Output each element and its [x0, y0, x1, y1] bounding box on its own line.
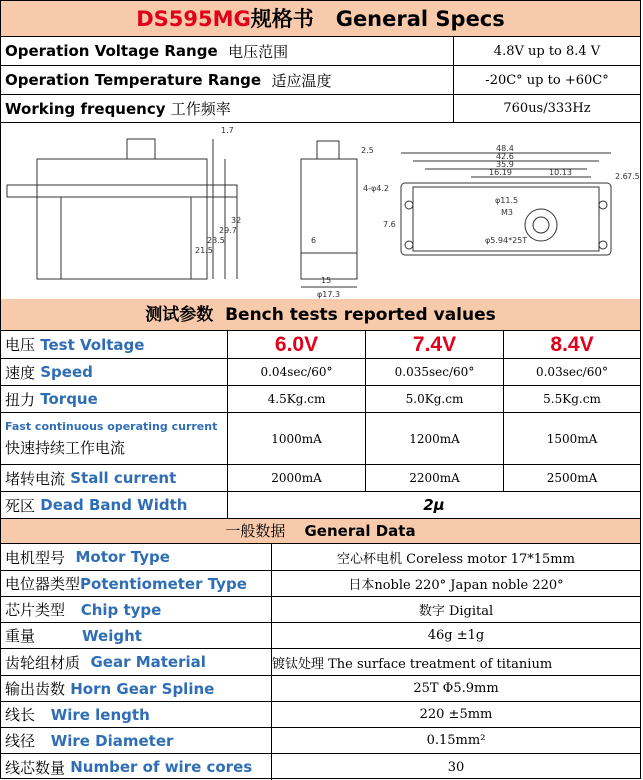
- torque-value: 5.5Kg.cm: [503, 386, 640, 412]
- side-spline: [127, 139, 155, 159]
- spec-row-frequency: [1, 95, 640, 123]
- speed-value: 0.03sec/60°: [503, 359, 640, 385]
- dim-text: 7.5: [627, 172, 640, 181]
- row-cn: 线径: [5, 732, 36, 750]
- bench-row-stall: [1, 465, 640, 492]
- dim-text: 6: [311, 236, 317, 245]
- label-en: Working frequency: [5, 99, 166, 118]
- stall-value: 2200mA: [365, 465, 503, 491]
- voltage-7v4: 7.4V: [365, 331, 503, 358]
- row-cn: 死区: [5, 496, 36, 515]
- dimension-drawing: [1, 123, 640, 300]
- dim-text: M3: [501, 208, 513, 217]
- bench-row-current: [1, 413, 640, 465]
- row-en: Torque: [40, 390, 98, 408]
- general-header-en: General Data: [304, 522, 416, 540]
- dim-text: 35.9: [496, 160, 514, 169]
- general-row: [1, 597, 640, 623]
- label-en: Operation Voltage Range: [5, 42, 218, 60]
- title-cn: 规格书: [250, 7, 314, 31]
- general-row: [1, 623, 640, 649]
- row-en: Wire length: [50, 705, 150, 724]
- row-en: Horn Gear Spline: [70, 679, 215, 698]
- dim-text: 48.4: [496, 144, 514, 153]
- row-en: Number of wire cores: [70, 758, 253, 776]
- servo-drawing-svg: [1, 123, 642, 299]
- torque-value: 4.5Kg.cm: [227, 386, 365, 412]
- row-en: Weight: [82, 626, 142, 645]
- dim-text: 4-φ4.2: [363, 184, 389, 193]
- row-cn: 线芯数量: [5, 758, 66, 777]
- voltage-value: 4.8V up to 8.4 V: [453, 37, 640, 65]
- row-cn: 输出齿数: [5, 680, 66, 698]
- dim-text: 16.19: [489, 168, 512, 177]
- row-en: Potentiometer Type: [80, 574, 247, 593]
- dim-text: 21.5: [195, 246, 213, 255]
- stall-value: 2500mA: [503, 465, 640, 491]
- dim-text: φ5.94*25T: [485, 236, 528, 245]
- general-value: 镀钛处理 The surface treatment of titanium: [271, 649, 640, 675]
- dim-text: 42.6: [496, 152, 514, 161]
- title-en: General Specs: [335, 7, 505, 31]
- model-name: DS595MG: [136, 7, 251, 31]
- row-cn: 扭力: [5, 390, 36, 409]
- bench-row-deadband: [1, 492, 640, 519]
- dim-text: 7.6: [383, 220, 396, 229]
- bench-header-cn: 测试参数: [145, 305, 214, 325]
- dim-text: 29.7: [219, 226, 237, 235]
- dim-text: 2.6: [615, 172, 628, 181]
- stall-value: 2000mA: [227, 465, 365, 491]
- bench-header-en: Bench tests reported values: [225, 305, 496, 325]
- voltage-6v: 6.0V: [227, 331, 365, 358]
- dim-text: 1.7: [221, 126, 234, 135]
- torque-value: 5.0Kg.cm: [365, 386, 503, 412]
- row-cn: 线长: [5, 706, 36, 724]
- general-row: [1, 544, 640, 571]
- row-en: Speed: [40, 363, 93, 381]
- dim-text: 10.13: [549, 168, 572, 177]
- row-en: Gear Material: [90, 653, 206, 671]
- bench-row-speed: [1, 359, 640, 386]
- bench-row-voltage: [1, 331, 640, 359]
- spec-row-temperature: [1, 66, 640, 95]
- deadband-value: 2μ: [227, 492, 640, 518]
- general-value: 220 ±5mm: [271, 702, 640, 727]
- current-value: 1000mA: [227, 413, 365, 464]
- voltage-8v4: 8.4V: [503, 331, 640, 358]
- dim-text: 15: [321, 276, 332, 285]
- dim-text: 23.5: [207, 236, 225, 245]
- dim-text: φ17.3: [317, 290, 341, 299]
- row-cn: 堵转电流: [5, 469, 66, 488]
- row-cn: 重量: [5, 627, 36, 645]
- dim-text: 2.5: [361, 146, 374, 155]
- row-cn: 速度: [5, 363, 36, 382]
- general-value: 25T Φ5.9mm: [271, 676, 640, 701]
- general-value: 0.15mm²: [271, 728, 640, 753]
- row-en: Wire Diameter: [50, 731, 174, 750]
- title-band: [1, 1, 640, 37]
- speed-value: 0.035sec/60°: [365, 359, 503, 385]
- label-cn: 工作频率: [170, 100, 231, 118]
- front-spline: [317, 141, 339, 159]
- current-value: 1200mA: [365, 413, 503, 464]
- temperature-value: -20C° up to +60C°: [453, 66, 640, 94]
- row-cn: 齿轮组材质: [5, 653, 81, 672]
- row-cn: 电机型号: [5, 548, 66, 567]
- general-row: [1, 754, 640, 780]
- row-en: Dead Band Width: [40, 496, 188, 514]
- general-row: [1, 702, 640, 728]
- row-en: Stall current: [70, 469, 177, 487]
- label-en: Operation Temperature Range: [5, 71, 262, 89]
- general-header-cn: 一般数据: [225, 522, 286, 540]
- front-body: [301, 159, 357, 279]
- bench-row-torque: [1, 386, 640, 413]
- general-value: 数字 Digital: [271, 597, 640, 622]
- general-value: 46g ±1g: [271, 623, 640, 648]
- side-flange: [7, 185, 237, 197]
- side-body: [37, 159, 207, 279]
- row-en: Test Voltage: [40, 335, 145, 354]
- general-value: 30: [271, 754, 640, 780]
- current-value: 1500mA: [503, 413, 640, 464]
- general-row: [1, 728, 640, 754]
- dim-text: φ11.5: [495, 196, 519, 205]
- row-cn: 电位器类型: [5, 575, 81, 593]
- top-horn: [525, 209, 557, 241]
- label-cn: 适应温度: [271, 71, 332, 90]
- speed-value: 0.04sec/60°: [227, 359, 365, 385]
- row-cn: 快速持续工作电流: [5, 438, 126, 457]
- row-en: Motor Type: [75, 548, 170, 566]
- general-value: 日本noble 220° Japan noble 220°: [271, 571, 640, 596]
- general-value: 空心杯电机 Coreless motor 17*15mm: [271, 544, 640, 570]
- general-row: [1, 649, 640, 676]
- row-en: Fast continuous operating current: [5, 419, 218, 433]
- general-header: [1, 519, 640, 544]
- general-row: [1, 676, 640, 702]
- row-cn: 电压: [5, 336, 36, 354]
- label-cn: 电压范围: [228, 42, 289, 61]
- row-en: Chip type: [80, 600, 162, 619]
- general-row: [1, 571, 640, 597]
- frequency-value: 760us/333Hz: [453, 95, 640, 122]
- row-cn: 芯片类型: [5, 601, 66, 619]
- dim-text: 32: [231, 216, 242, 225]
- bench-header: [1, 299, 640, 331]
- spec-row-voltage: [1, 37, 640, 66]
